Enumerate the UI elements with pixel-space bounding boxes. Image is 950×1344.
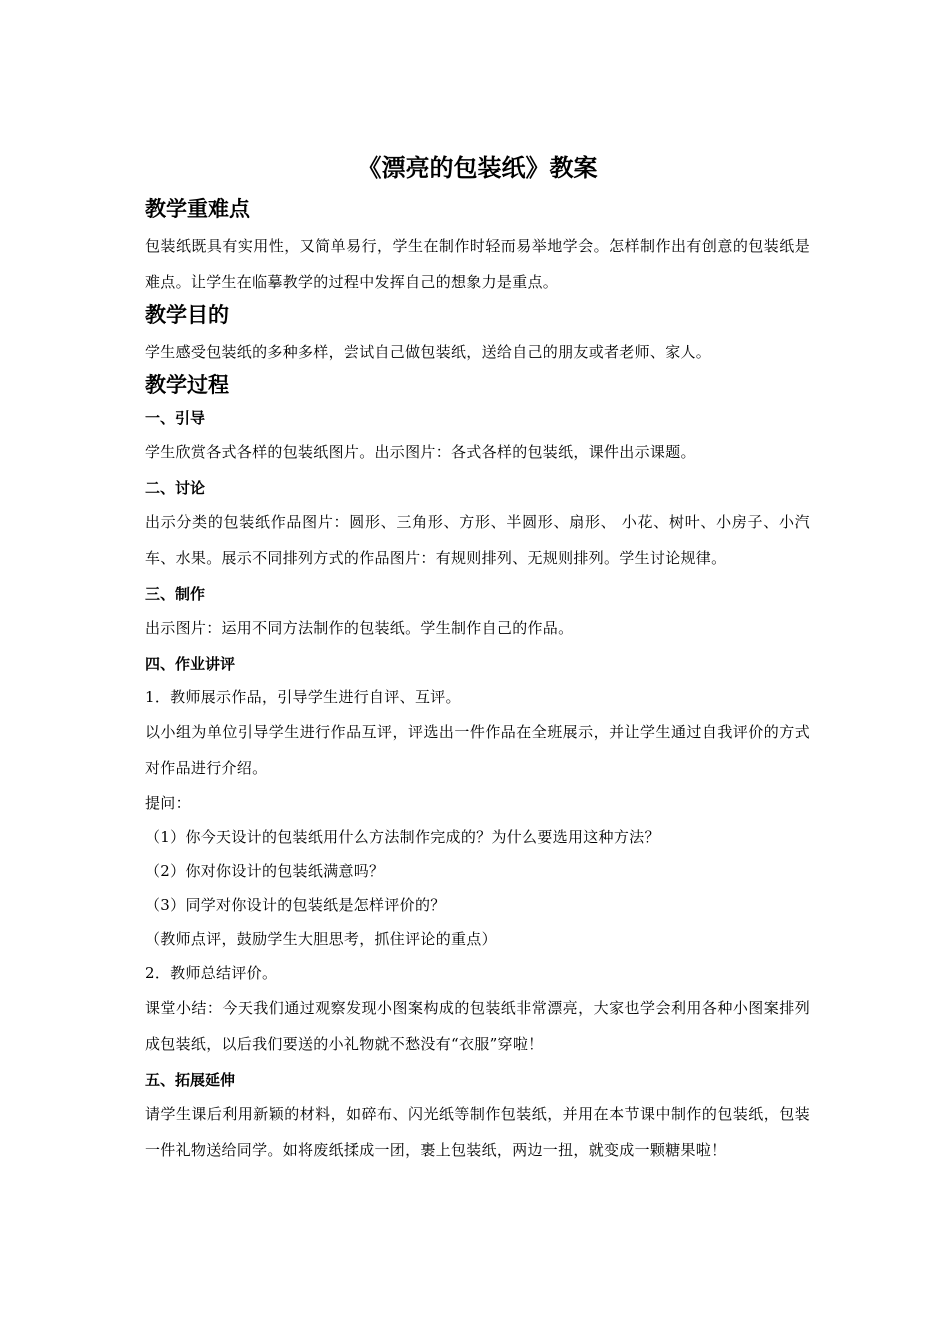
question-2: （2）你对你设计的包装纸满意吗？ bbox=[145, 862, 385, 880]
paragraph-difficulty: 包装纸既具有实用性，又简单易行，学生在制作时轻而易举地学会。怎样制作出有创意的包装纸是难点。让学生在临摹教学的过程中发挥自己的想象力是重点。 bbox=[145, 237, 810, 291]
paragraph-step5: 请学生课后利用新颖的材料，如碎布、闪光纸等制作包装纸，并用在本节课中制作的包装纸，包装一件礼物送给同学。如将废纸揉成一团，裹上包装纸，两边一扭，就变成一颗糖果啦！ bbox=[145, 1105, 810, 1159]
question-3: （3）同学对你设计的包装纸是怎样评价的？ bbox=[145, 896, 446, 914]
heading-goal: 教学目的 bbox=[145, 303, 229, 327]
document-title: 《漂亮的包装纸》教案 bbox=[357, 154, 598, 182]
heading-step4: 四、作业讲评 bbox=[145, 655, 236, 673]
question-1: （1）你今天设计的包装纸用什么方法制作完成的？为什么要选用这种方法？ bbox=[145, 828, 660, 846]
paragraph-step1: 学生欣赏各式各样的包装纸图片。出示图片：各式各样的包装纸，课件出示课题。 bbox=[145, 443, 696, 461]
paragraph-step4-line3: 2．教师总结评价。 bbox=[145, 964, 278, 982]
paragraph-step4-ask: 提问： bbox=[145, 794, 191, 812]
heading-process: 教学过程 bbox=[145, 373, 229, 397]
paragraph-step4-line2: 以小组为单位引导学生进行作品互评，评选出一件作品在全班展示，并让学生通过自我评价的方式对作品进行介绍。 bbox=[145, 723, 810, 777]
heading-step3: 三、制作 bbox=[145, 585, 206, 603]
heading-step2: 二、讨论 bbox=[145, 479, 206, 497]
paragraph-step2: 出示分类的包装纸作品图片：圆形、三角形、方形、半圆形、扇形、 小花、树叶、小房子、小汽车、水果。展示不同排列方式的作品图片：有规则排列、无规则排列。学生讨论规律。 bbox=[145, 513, 810, 567]
paragraph-summary: 课堂小结：今天我们通过观察发现小图案构成的包装纸非常漂亮，大家也学会利用各种小图案排列成包装纸，以后我们要送的小礼物就不愁没有“衣服”穿啦！ bbox=[145, 999, 810, 1053]
heading-step5: 五、拓展延伸 bbox=[145, 1071, 236, 1089]
paragraph-step3: 出示图片：运用不同方法制作的包装纸。学生制作自己的作品。 bbox=[145, 619, 574, 637]
paragraph-goal: 学生感受包装纸的多种多样，尝试自己做包装纸，送给自己的朋友或者老师、家人。 bbox=[145, 343, 712, 361]
heading-difficulty: 教学重难点 bbox=[145, 197, 250, 221]
document-page bbox=[145, 150, 810, 1168]
paragraph-step4-line1: 1．教师展示作品，引导学生进行自评、互评。 bbox=[145, 688, 461, 706]
teacher-note: （教师点评，鼓励学生大胆思考，抓住评论的重点） bbox=[145, 930, 497, 948]
heading-step1: 一、引导 bbox=[145, 409, 206, 427]
